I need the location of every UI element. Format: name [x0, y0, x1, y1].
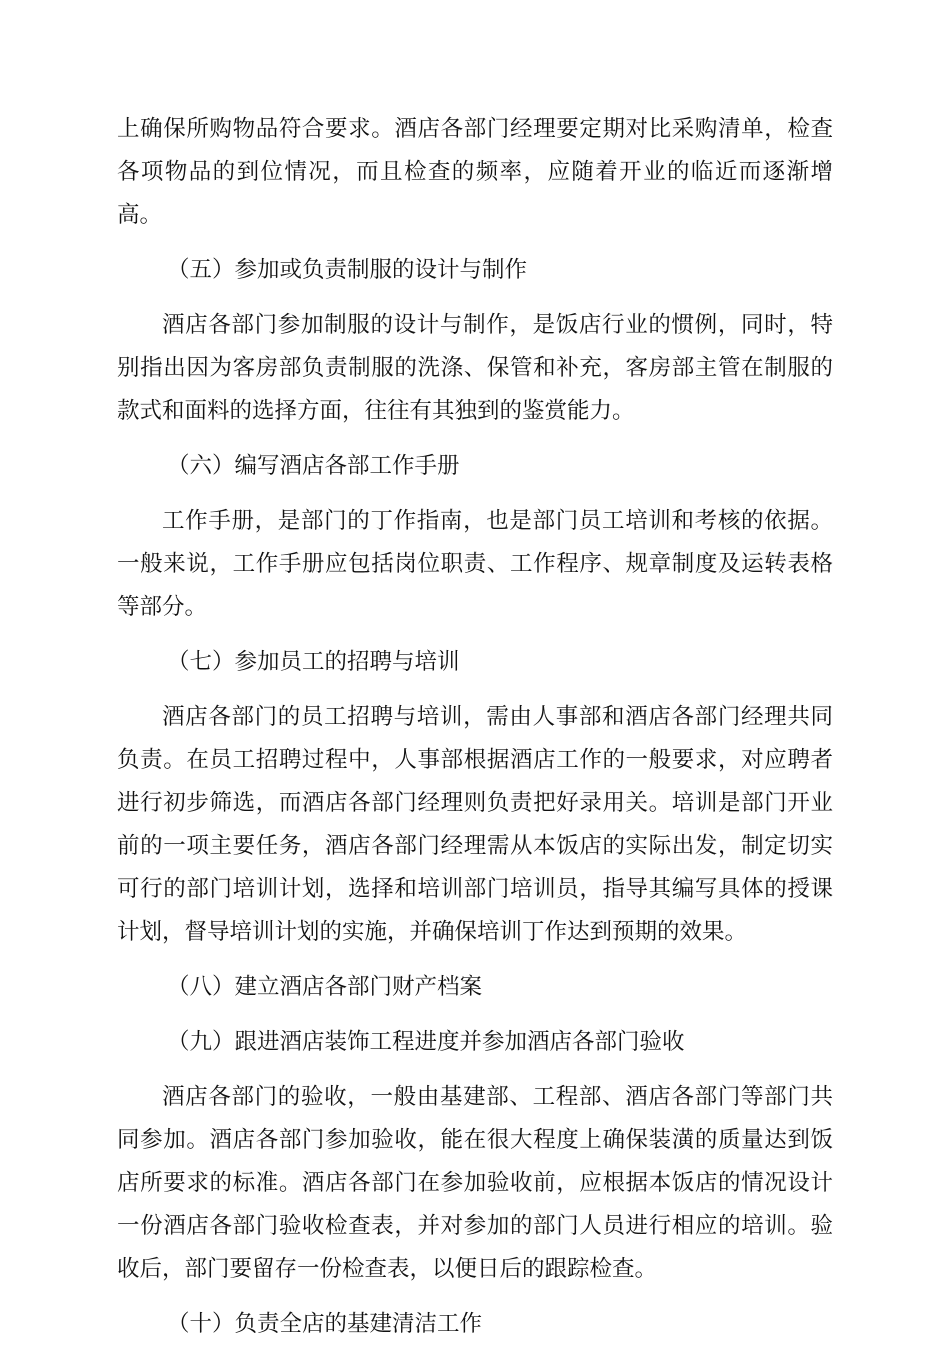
heading-work-manual: （六）编写酒店各部工作手册	[167, 453, 460, 479]
heading-recruitment-training: （七）参加员工的招聘与培训	[167, 649, 460, 675]
paragraph-uniform-design: 酒店各部门参加制服的设计与制作，是饭店行业的惯例，同时，特别指出因为客房部负责制服的洗涤、保管和补充，客房部主管在制服的款式和面料的选择方面，往往有其独到的鉴赏能力。	[117, 312, 833, 424]
heading-construction-cleaning: （十）负责全店的基建清洁工作	[167, 1311, 483, 1337]
heading-decoration-acceptance: （九）跟进酒店装饰工程进度并参加酒店各部门验收	[167, 1029, 685, 1055]
heading-uniform-design: （五）参加或负责制服的设计与制作	[167, 257, 528, 283]
paragraph-procurement-check: 上确保所购物品符合要求。酒店各部门经理要定期对比采购清单，检查各项物品的到位情况，而且检查的频率，应随着开业的临近而逐渐增高。	[117, 116, 833, 228]
document-body	[117, 108, 833, 1358]
paragraph-work-manual: 工作手册，是部门的丁作指南，也是部门员工培训和考核的依据。一般来说，工作手册应包括岗位职责、工作程序、规章制度及运转表格等部分。	[117, 508, 833, 620]
paragraph-recruitment-training: 酒店各部门的员工招聘与培训，需由人事部和酒店各部门经理共同负责。在员工招聘过程中，人事部根据酒店工作的一般要求，对应聘者进行初步筛选，而酒店各部门经理则负责把好录用关。培训是部门开业前的一项主要任务，酒店各部门经理需从本饭店的实际出发，制定切实可行的部门培训计划，选择和培训部门培训员，指导其编写具体的授课计划，督导培训计划的实施，并确保培训丁作达到预期的效果。	[117, 704, 833, 945]
paragraph-decoration-acceptance: 酒店各部门的验收，一般由基建部、工程部、酒店各部门等部门共同参加。酒店各部门参加验收，能在很大程度上确保装潢的质量达到饭店所要求的标准。酒店各部门在参加验收前，应根据本饭店的情况设计一份酒店各部门验收检查表，并对参加的部门人员进行相应的培训。验收后，部门要留存一份检查表，以便日后的跟踪检查。	[117, 1084, 833, 1282]
heading-property-archive: （八）建立酒店各部门财产档案	[167, 974, 483, 1000]
